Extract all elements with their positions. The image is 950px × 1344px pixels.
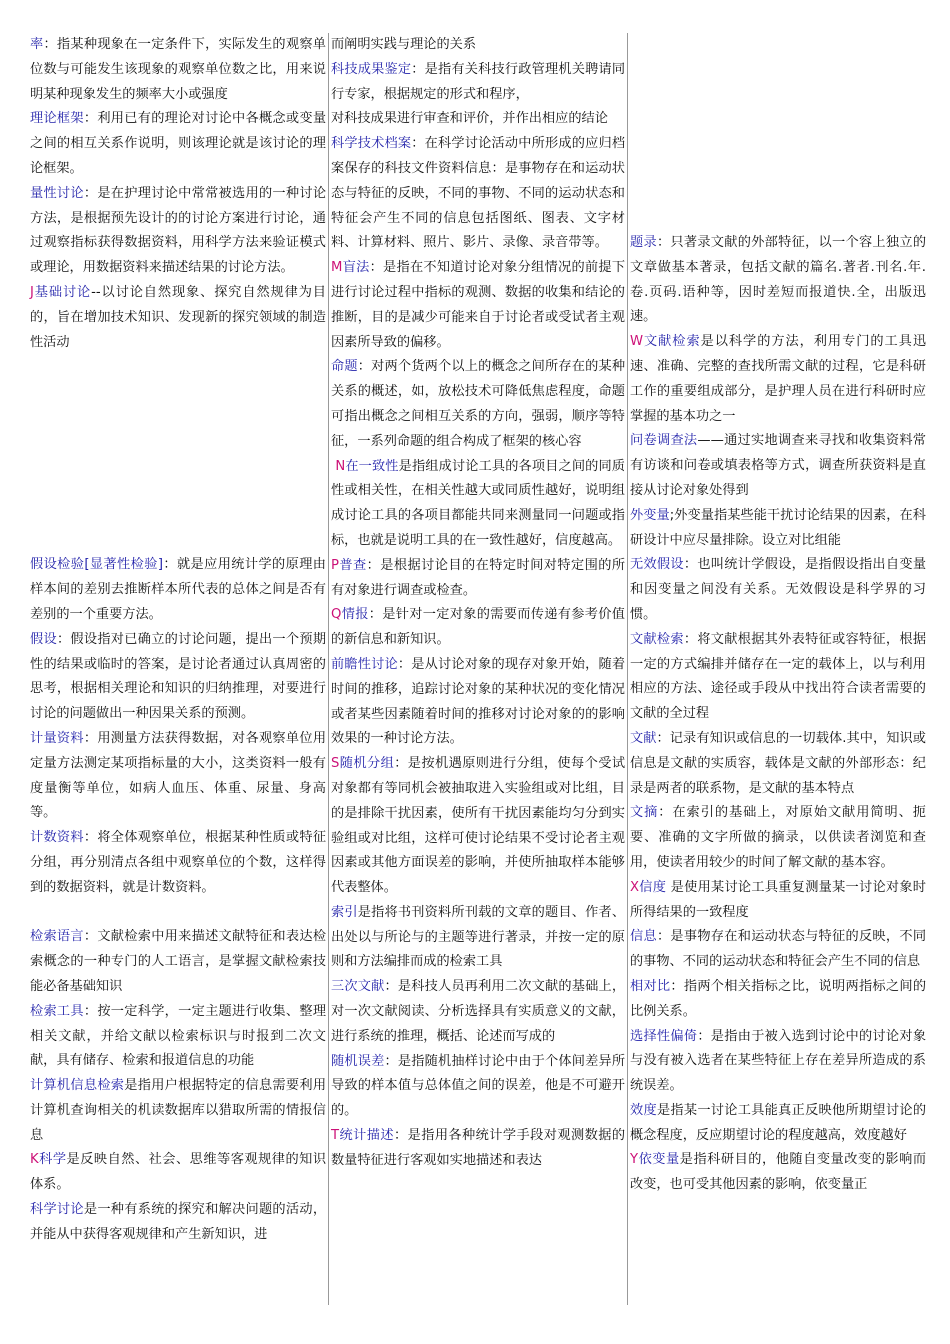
entry-validity: 效度是指某一讨论工具能真正反映他所期望讨论的概念程度，反应期望讨论的程度越高，效度越好: [630, 1102, 927, 1143]
document-page: [30, 33, 927, 1305]
entry-hypothesis-testing: 假设检验[显著性检验]：就是应用统计学的原理由样本间的差别去推断样本所代表的总体之间是否有差别的一个重要方法。: [30, 557, 326, 622]
entry-literature-search: 文献检索：将文献根据其外表特征或容特征，根据一定的方式编排并储存在一定的载体上，以与利用相应的方法、途径或手段从中找出符合读者需要的文献的全过程: [630, 631, 927, 722]
entry-hypothesis: 假设：假设指对已确立的讨论问题，提出一个预期性的结果或临时的答案，是讨论者通过认真周密的思考，根据相关理论和知识的归纳推理，对要进行讨论的问题做出一种因果关系的预测。: [30, 631, 327, 722]
entry-blinding: M盲法：是指在不知道讨论对象分组情况的前提下进行讨论过程中指标的观测、数据的收集和结论的推断，目的是减少可能来自于讨论者或受试者主观因素所导致的偏移。: [331, 260, 626, 350]
entry-retrieval-language: 检索语言：文献检索中用来描述文献特征和表达检索概念的一种专门的人工语言，是掌握文献检索技能必备基础知识: [30, 929, 327, 994]
entry-scientific-research: 科学讨论是一种有系统的探究和解决问题的活动，并能从中获得客观规律和产生新知识，进: [30, 1202, 327, 1242]
entry-literature-retrieval: W文献检索是以科学的方法，利用专门的工具迅速、准确、完整的查找所需文献的过程，它是科研工作的重要组成部分，是护理人员在进行科研时应掌握的基本功之一: [630, 334, 927, 424]
entry-index: 索引是指将书刊资料所刊载的文章的题目、作者、出处以与所论与的主题等进行著录，并按一定的原则和方法编排而成的检索工具: [331, 904, 626, 970]
entry-intelligence: Q情报：是针对一定对象的需要而传递有参考价值的新信息和新知识。: [331, 607, 625, 648]
entry-retrieval-tools: 检索工具：按一定科学，一定主题进行收集、整理相关文献，并给文献以检索标识与时报到二次文献，具有储存、检索和报道信息的功能: [30, 1003, 327, 1069]
entry-random-error: 随机误差：是指随机抽样讨论中由于个体间差异所导致的样本值与总体值之间的误差，他是不可避开的。: [331, 1053, 626, 1119]
entry-achievement-appraisal-cont: 对科技成果进行审查和评价，并作出相应的结论: [331, 111, 608, 127]
column-gap: [630, 33, 926, 231]
entry-rate: 率：指某种现象在一定条件下，实际发生的观察单位数与可能发生该现象的观察单位数之比，用来说明某种现象发生的频率大小或强度: [30, 37, 326, 102]
entry-extraneous-variable: 外变量;外变量指某些能干扰讨论结果的因素，在科研设计中应尽量排除。设立对比组能: [630, 507, 926, 548]
entry-census: P普查：是根据讨论目的在特定时间对特定围的所有对象进行调查或检查。: [331, 557, 626, 598]
entry-null-hypothesis: 无效假设：也叫统计学假设，是指假设指出自变量和因变量之间没有关系。无效假设是科学界的习惯。: [630, 557, 927, 622]
entry-basic-research: J基础讨论--以讨论自然现象、探究自然规律为目的，旨在增加技术知识、发现新的探究领域的制造性活动: [30, 284, 326, 350]
entry-achievement-appraisal: 科技成果鉴定：是指有关科技行政管理机关聘请同行专家，根据规定的形式和程序，: [331, 61, 626, 102]
entry-randomization: S随机分组：是按机遇原则进行分组，使每个受试对象都有等同机会被抽取进入实验组或对比组，目的是排除干扰因素，使所有干扰因素能均匀分到实验组或对比组，这样可使讨论结果不受讨论者主观因素或其他方面误差的影响，并使所抽取样本能够代表整体。: [331, 756, 626, 896]
entry-tertiary-literature: 三次文献：是科技人员再利用二次文献的基础上，对一次文献阅读、分析选择具有实质意义的文献，进行系统的推理，概括、论述而写成的: [331, 979, 626, 1044]
entry-theoretical-framework: 理论框架：利用已有的理论对讨论中各概念或变量之间的相互关系作说明，则该理论就是该讨论的理论框架。: [30, 111, 327, 176]
entry-internal-consistency: N在一致性是指组成讨论工具的各项目之间的同质性或相关性，在相关性越大或同质性越好，说明组成讨论工具的各项目都能共同来测量同一问题或指标，也就是说明工具的在一致性越好，信度越高。: [331, 458, 625, 548]
entry-relative-ratio: 相对比：指两个相关指标之比，说明两指标之间的比例关系。: [630, 978, 927, 1019]
column-gap: [30, 901, 326, 926]
entry-quantitative-research: 量性讨论：是在护理讨论中常常被选用的一种讨论方法，是根据预先设计的的讨论方案进行讨论，通过观察指标获得数据资料，用科学方法来验证模式或理论，用数据资料来描述结果的讨论方法。: [30, 185, 327, 276]
entry-abstract: 文摘：在索引的基础上，对原始文献用简明、扼要、准确的文字所做的摘录，以供读者浏览和查用，使读者用较少的时间了解文献的基本容。: [630, 805, 926, 870]
column-2: [328, 33, 625, 1305]
entry-count-data: 计数资料：将全体观察单位，根据某种性质或特征分组，再分别清点各组中观察单位的个数，这样得到的数据资料，就是计数资料。: [30, 830, 327, 895]
entry-prospective-study: 前瞻性讨论：是从讨论对象的现存对象开始，随着时间的推移，追踪讨论对象的某种状况的变化情况或者某些因素随着时间的推移对讨论对象的的影响效果的一种讨论方法。: [331, 656, 626, 747]
column-1: [30, 33, 326, 1305]
entry-statistical-description: T统计描述：是指用各种统计学手段对观测数据的数量特征进行客观如实地描述和表达: [331, 1128, 626, 1168]
entry-questionnaire: 问卷调查法——通过实地调查来寻找和收集资料常有访谈和问卷或填表格等方式，调查所获资料是直接从讨论对象处得到: [630, 433, 926, 498]
entry-literature: 文献：记录有知识或信息的一切载体.其中，知识或信息是文献的实质容，载体是文献的外部形态：纪录是两者的联系物，是文献的基本特点: [630, 730, 926, 796]
entry-proposition: 命题：对两个货两个以上的概念之间所存在的某种关系的概述，如，放松技术可降低焦虑程度，命题可指出概念之间相互关系的方向，强弱，顺序等特征，一系列命题的组合构成了框架的核心容: [331, 359, 626, 449]
entry-continuation: 而阐明实践与理论的关系: [331, 37, 477, 52]
entry-bibliography: 题录：只著录文献的外部特征，以一个容上独立的文章做基本著录，包括文献的篇名.著者.刊名.年.卷.页码.语种等，因时差短而报道快.全，出版迅速。: [630, 235, 927, 325]
entry-computer-retrieval: 计算机信息检索是指用户根据特定的信息需要利用计算机查询相关的机读数据库以猎取所需的情报信息: [30, 1078, 327, 1143]
entry-reliability: X信度 是使用某讨论工具重复测量某一讨论对象时所得结果的一致程度: [630, 879, 926, 920]
entry-measurement-data: 计量资料：用测量方法获得数据，对各观察单位用定量方法测定某项指标量的大小，这类资料一般有度量衡等单位，如病人血压、体重、尿量、身高等。: [30, 730, 327, 821]
entry-selection-bias: 选择性偏倚：是指由于被入选到讨论中的讨论对象与没有被入选者在某些特征上存在差异所造成的系统误差。: [630, 1028, 927, 1094]
entry-dependent-variable: Y依变量是指科研目的，他随自变量改变的影响而改变，也可受其他因素的影响，依变量正: [630, 1152, 927, 1193]
entry-sci-tech-archive: 科学技术档案：在科学讨论活动中所形成的应归档案保存的科技文件资料信息：是事物存在和运动状态与特征的反映，不同的事物、不同的运动状态和特征会产生不同的信息包括图纸、图表、文字材料、计算材料、照片、影片、录像、录音带等。: [331, 136, 626, 251]
entry-information: 信息：是事物存在和运动状态与特征的反映，不同的事物、不同的运动状态和特征会产生不同的信息: [630, 929, 927, 970]
column-gap: [30, 355, 326, 553]
column-3: [627, 33, 926, 1305]
entry-science: K科学是反映自然、社会、思维等客观规律的知识体系。: [30, 1152, 327, 1193]
